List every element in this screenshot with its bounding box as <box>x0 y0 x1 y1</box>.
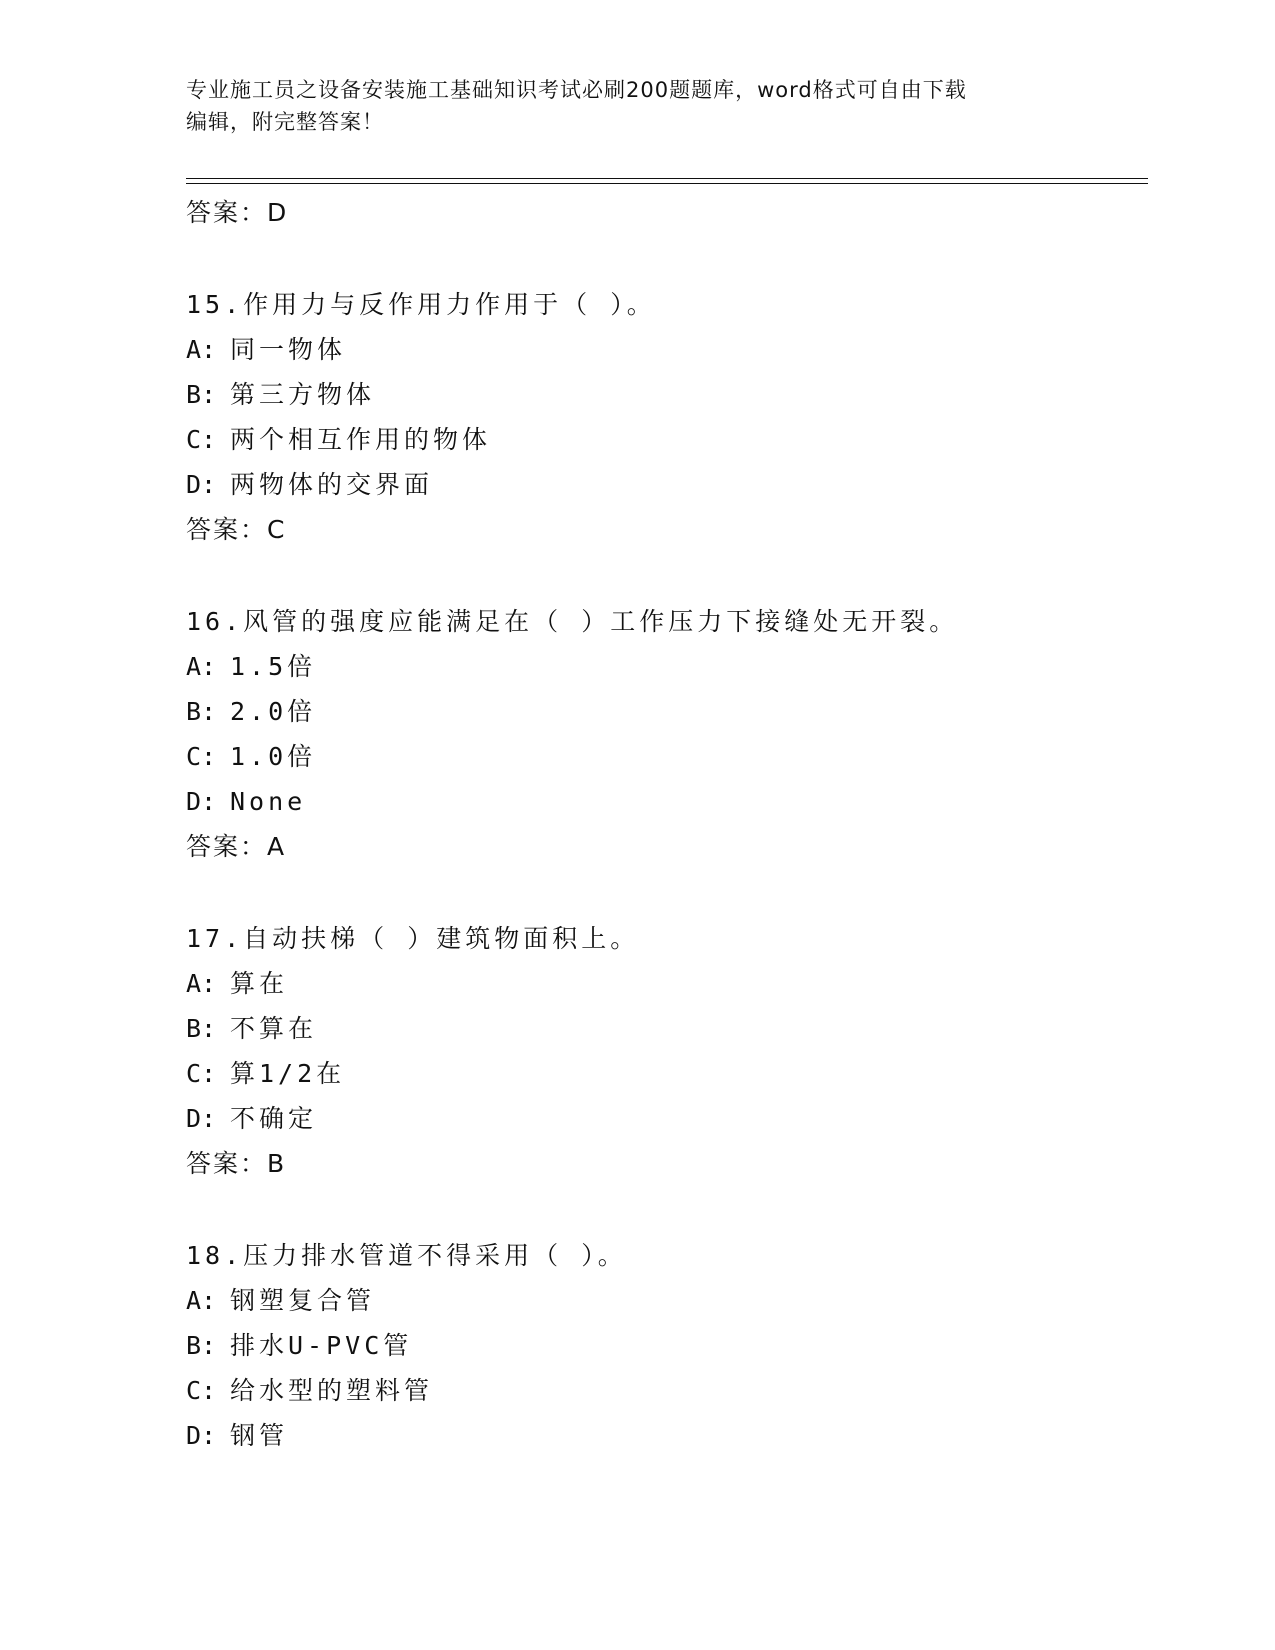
option-b <box>186 689 1146 734</box>
question-stem: 17.自动扶梯（ ）建筑物面积上。 <box>186 924 640 953</box>
option-text: None <box>230 787 307 816</box>
option-c <box>186 1051 1146 1096</box>
option-letter: A: <box>186 652 217 681</box>
answer-line <box>186 507 1146 552</box>
option-letter: A: <box>186 335 217 364</box>
option-letter: C: <box>186 742 217 771</box>
option-text: 两个相互作用的物体 <box>230 425 492 454</box>
option-d <box>186 1096 1146 1141</box>
header-title-line-1: 专业施工员之设备安装施工基础知识考试必刷200题题库，word格式可自由下载 <box>186 78 967 102</box>
option-text: 算在 <box>230 969 289 998</box>
option-letter: B: <box>186 1014 217 1043</box>
option-text: 1.5倍 <box>230 652 317 681</box>
option-d <box>186 779 1146 824</box>
answer-line <box>186 1141 1146 1186</box>
answer-line <box>186 190 1146 235</box>
option-c <box>186 417 1146 462</box>
option-d <box>186 462 1146 507</box>
option-letter: D: <box>186 1421 217 1450</box>
option-text: 给水型的塑料管 <box>230 1376 434 1405</box>
page-header <box>186 74 1086 138</box>
header-divider-top <box>186 178 1148 179</box>
question-stem: 16.风管的强度应能满足在（ ）工作压力下接缝处无开裂。 <box>186 607 959 636</box>
option-letter: D: <box>186 470 217 499</box>
option-text: 同一物体 <box>230 335 347 364</box>
option-letter: B: <box>186 697 217 726</box>
option-a <box>186 1278 1146 1323</box>
option-text: 排水U-PVC管 <box>230 1331 413 1360</box>
option-letter: D: <box>186 787 217 816</box>
question-item <box>186 282 1146 552</box>
option-letter: B: <box>186 1331 217 1360</box>
option-text: 第三方物体 <box>230 380 376 409</box>
option-text: 钢管 <box>230 1421 289 1450</box>
option-a <box>186 327 1146 372</box>
answer-label: 答案： <box>186 198 268 227</box>
option-text: 算1/2在 <box>230 1059 346 1088</box>
option-text: 不确定 <box>230 1104 318 1133</box>
option-letter: C: <box>186 425 217 454</box>
answer-value: B <box>267 1149 287 1178</box>
option-letter: C: <box>186 1059 217 1088</box>
option-text: 不算在 <box>230 1014 318 1043</box>
answer-label: 答案： <box>186 515 268 544</box>
option-a <box>186 961 1146 1006</box>
option-text: 两物体的交界面 <box>230 470 434 499</box>
option-a <box>186 644 1146 689</box>
option-b <box>186 1323 1146 1368</box>
answer-value: A <box>267 832 287 861</box>
option-d <box>186 1413 1146 1458</box>
option-text: 钢塑复合管 <box>230 1286 376 1315</box>
answer-label: 答案： <box>186 832 268 861</box>
option-text: 2.0倍 <box>230 697 317 726</box>
option-b <box>186 372 1146 417</box>
option-letter: D: <box>186 1104 217 1133</box>
option-letter: B: <box>186 380 217 409</box>
option-letter: A: <box>186 969 217 998</box>
option-letter: A: <box>186 1286 217 1315</box>
header-title-line-2: 编辑，附完整答案！ <box>186 110 384 134</box>
answer-value: D <box>267 198 289 227</box>
question-stem: 18.压力排水管道不得采用（ ）。 <box>186 1241 627 1270</box>
option-text: 1.0倍 <box>230 742 317 771</box>
option-b <box>186 1006 1146 1051</box>
question-list <box>186 190 1146 1458</box>
option-c <box>186 734 1146 779</box>
option-c <box>186 1368 1146 1413</box>
question-stem: 15.作用力与反作用力作用于（ ）。 <box>186 290 656 319</box>
question-item <box>186 1233 1146 1458</box>
option-letter: C: <box>186 1376 217 1405</box>
answer-line <box>186 824 1146 869</box>
question-item <box>186 916 1146 1186</box>
answer-value: C <box>267 515 287 544</box>
answer-label: 答案： <box>186 1149 268 1178</box>
header-divider-bottom <box>186 183 1148 184</box>
question-item <box>186 599 1146 869</box>
